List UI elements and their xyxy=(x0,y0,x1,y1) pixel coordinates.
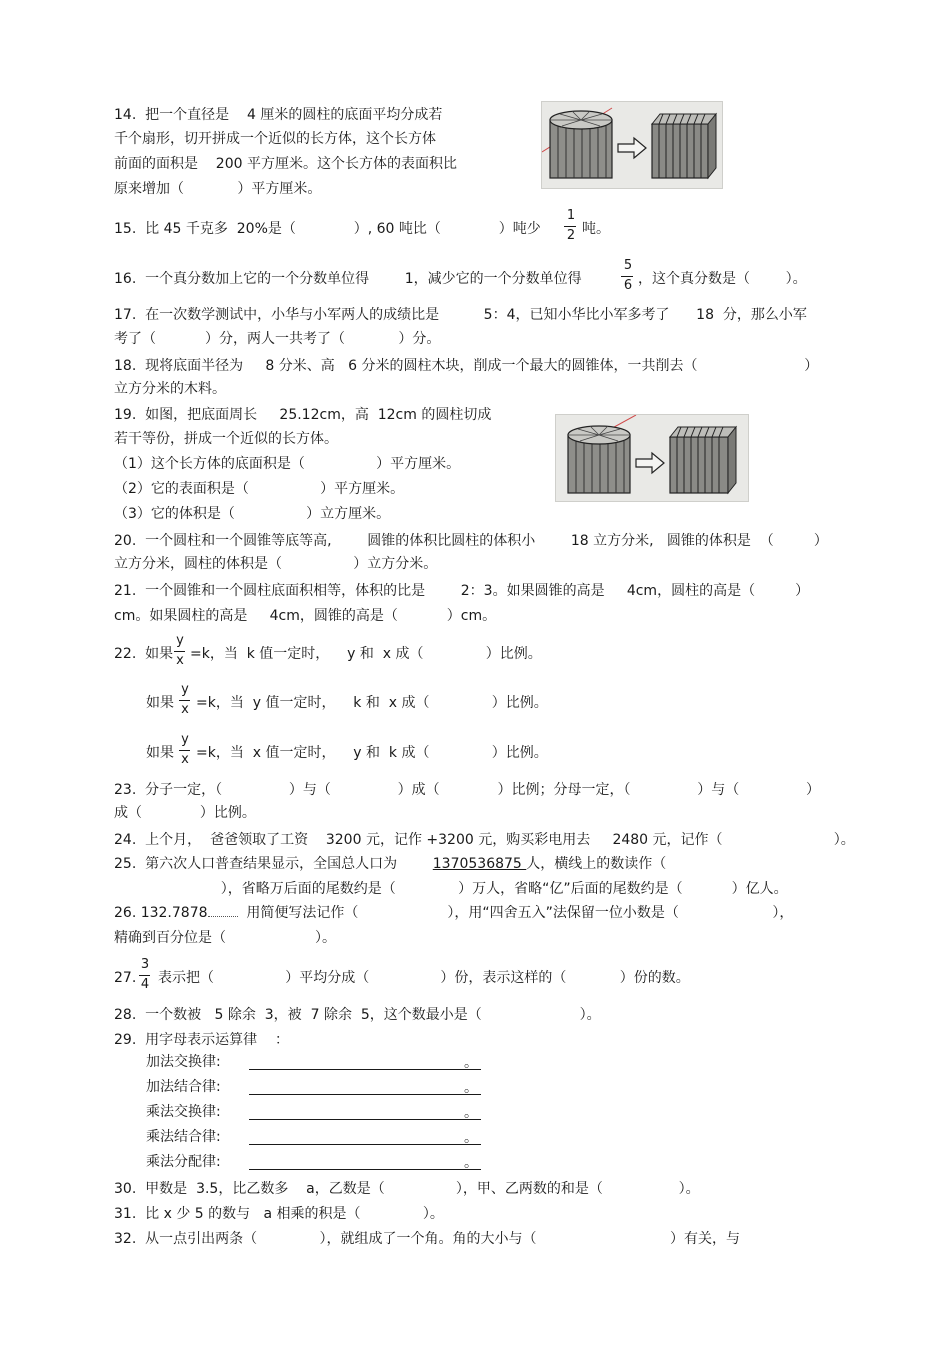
q29-answer-line-2 xyxy=(249,1094,481,1095)
q22-3-bar xyxy=(179,750,190,751)
q29-law-1: 加法交换律: xyxy=(146,1054,221,1070)
q28-line1: 28. 一个数被 5 除余 3，被 7 除余 5，这个数最小是（ ）。 xyxy=(114,1007,601,1023)
q22-2-bar xyxy=(179,700,190,701)
q19-line2: 若干等份，拼成一个近似的长方体。 xyxy=(114,431,338,447)
q29-law-3: 乘法交换律: xyxy=(146,1104,221,1120)
q14-line4: 原来增加（ ）平方厘米。 xyxy=(114,181,322,197)
q15-text-end: 吨。 xyxy=(582,221,610,237)
q29-end-5: 。 xyxy=(464,1155,478,1171)
q22-line2-start: 如果 xyxy=(146,695,174,711)
q17-line2: 考了（ ）分，两人一共考了（ ）分。 xyxy=(114,331,441,347)
q22-line1-start: 22. 如果 xyxy=(114,646,174,662)
q22-2-denominator: x xyxy=(181,702,189,717)
q30-line1: 30. 甲数是 3.5，比乙数多 a，乙数是（ ），甲、乙两数的和是（ ）。 xyxy=(114,1181,700,1197)
q22-1-numerator: y xyxy=(176,633,184,648)
q29-law-2: 加法结合律: xyxy=(146,1079,221,1095)
q16-fraction-numerator: 5 xyxy=(623,258,633,273)
q29-answer-line-1 xyxy=(249,1069,481,1070)
q18-line2: 立方分米的木料。 xyxy=(114,381,226,397)
q31-line1: 31. 比 x 少 5 的数与 a 相乘的积是（ ）。 xyxy=(114,1206,444,1222)
q23-line2: 成（ ）比例。 xyxy=(114,805,256,821)
q29-answer-line-5 xyxy=(249,1169,481,1170)
q19-line5: （3）它的体积是（ ）立方厘米。 xyxy=(114,506,391,522)
q22-line1-end: =k，当 k 值一定时， y 和 x 成（ ）比例。 xyxy=(190,646,542,662)
q15-fraction-bar xyxy=(564,226,576,227)
q25-line1-end: 人，横线上的数读作（ xyxy=(526,856,667,872)
q26-line2: 精确到百分位是（ ）。 xyxy=(114,930,337,946)
q29-law-5: 乘法分配律: xyxy=(146,1154,221,1170)
q25-underlined-number: 1370536875 xyxy=(432,856,527,872)
q16-text-end: ，这个真分数是（ ）。 xyxy=(638,271,807,287)
q27-fraction-numerator: 3 xyxy=(140,957,150,972)
cylinder-to-cuboid-figure xyxy=(541,101,723,189)
q14-line2: 千个扇形，切开拼成一个近似的长方体，这个长方体 xyxy=(114,131,436,147)
q26-dotted-mark xyxy=(208,906,238,917)
q29-answer-line-3 xyxy=(249,1119,481,1120)
q14-line3: 前面的面积是 200 平方厘米。这个长方体的表面积比 xyxy=(114,156,457,172)
q25-line2: ），省略万后面的尾数约是（ ）万人，省略“亿”后面的尾数约是（ ）亿人。 xyxy=(114,881,788,897)
q22-1-bar xyxy=(174,651,185,652)
q29-law-4: 乘法结合律: xyxy=(146,1129,221,1145)
q20-line1: 20. 一个圆柱和一个圆锥等底等高, 圆锥的体积比圆柱的体积小 18 立方分米, 圆锥的体积是 （ ） xyxy=(114,533,828,549)
q29-end-2: 。 xyxy=(464,1080,478,1096)
q25-line1-start: 25. 第六次人口普查结果显示，全国总人口为 xyxy=(114,856,433,872)
q18-line1: 18. 现将底面半径为 8 分米、高 6 分米的圆柱木块，削成一个最大的圆锥体，一共削去（ ） xyxy=(114,358,819,374)
q29-end-3: 。 xyxy=(464,1105,478,1121)
q19-line4: （2）它的表面积是（ ）平方厘米。 xyxy=(114,481,405,497)
q19-line1: 19. 如图，把底面周长 25.12cm，高 12cm 的圆柱切成 xyxy=(114,407,492,423)
q21-line2: cm。如果圆柱的高是 4cm，圆锥的高是（ ）cm。 xyxy=(114,608,497,624)
q32-line1: 32. 从一点引出两条（ ），就组成了一个角。角的大小与（ ）有关，与 xyxy=(114,1231,740,1247)
q22-line3-end: =k，当 x 值一定时， y 和 k 成（ ）比例。 xyxy=(196,745,548,761)
q15-fraction-denominator: 2 xyxy=(566,228,576,243)
q26-line1 xyxy=(114,904,793,922)
q16-fraction-bar xyxy=(621,276,633,277)
q22-1-denominator: x xyxy=(176,653,184,668)
q22-line2-end: =k，当 y 值一定时， k 和 x 成（ ）比例。 xyxy=(196,695,548,711)
q23-line1: 23. 分子一定，（ ）与（ ）成（ ）比例；分母一定，（ ）与（ ） xyxy=(114,782,821,798)
q22-3-numerator: y xyxy=(181,732,189,747)
q21-line1: 21. 一个圆锥和一个圆柱底面积相等，体积的比是 2：3。如果圆锥的高是 4cm，圆柱的高是（ ） xyxy=(114,583,810,599)
q27-label: 27. xyxy=(114,970,137,986)
q15-fraction-numerator: 1 xyxy=(566,208,576,223)
q19-line3: （1）这个长方体的底面积是（ ）平方厘米。 xyxy=(114,456,461,472)
q26-number: 26. 132.7878 xyxy=(114,905,208,921)
q25-line1 xyxy=(114,855,666,873)
q24-line1: 24. 上个月， 爸爸领取了工资 3200 元，记作 +3200 元，购买彩电用去 2480 元，记作（ ）。 xyxy=(114,832,855,848)
q29-end-1: 。 xyxy=(464,1055,478,1071)
cylinder-to-cuboid-figure-2 xyxy=(555,414,749,502)
q29-end-4: 。 xyxy=(464,1130,478,1146)
q27-fraction-bar xyxy=(139,975,150,976)
q20-line2: 立方分米，圆柱的体积是（ ）立方分米。 xyxy=(114,556,438,572)
q29-answer-line-4 xyxy=(249,1144,481,1145)
q22-2-numerator: y xyxy=(181,682,189,697)
q27-fraction-denominator: 4 xyxy=(140,977,150,992)
q22-3-denominator: x xyxy=(181,752,189,767)
q26-line1-end: 用简便写法记作（ ），用“四舍五入”法保留一位小数是（ ）， xyxy=(237,905,794,921)
q22-line3-start: 如果 xyxy=(146,745,174,761)
q15-text: 15. 比 45 千克多 20%是（ ）, 60 吨比（ ）吨少 xyxy=(114,221,541,237)
q16-fraction-denominator: 6 xyxy=(623,278,633,293)
q29-title: 29. 用字母表示运算律 ： xyxy=(114,1032,289,1048)
q17-line1: 17. 在一次数学测试中，小华与小军两人的成绩比是 5：4，已知小华比小军多考了 18 分，那么小军 xyxy=(114,307,807,323)
q14-line1: 14. 把一个直径是 4 厘米的圆柱的底面平均分成若 xyxy=(114,107,443,123)
q16-text: 16. 一个真分数加上它的一个分数单位得 1，减少它的一个分数单位得 xyxy=(114,271,582,287)
q27-text: 表示把（ ）平均分成（ ）份，表示这样的（ ）份的数。 xyxy=(158,970,690,986)
